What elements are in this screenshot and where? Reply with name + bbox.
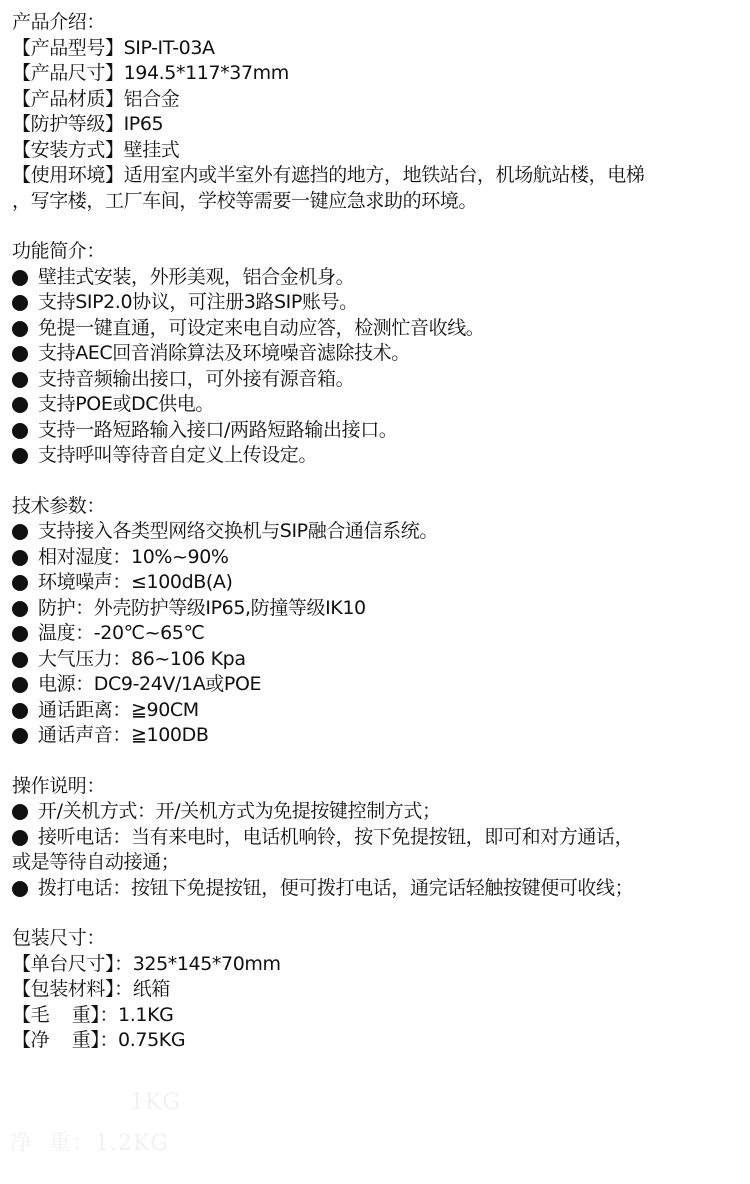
- packaging-line-unit-size: 【单台尺寸】：325*145*70mm: [12, 952, 281, 975]
- param-item: [12, 698, 738, 724]
- spec-line-material: 【产品材质】铝合金: [12, 87, 180, 110]
- features-section: [12, 239, 738, 469]
- bullet-dot-icon: [12, 804, 28, 820]
- feature-item: [12, 367, 738, 393]
- ghost-net-weight-text: 净 重：1.2KG: [10, 1131, 169, 1156]
- bullet-dot-icon: [12, 830, 28, 846]
- param-text: 环境噪声：≤100dB(A): [38, 571, 233, 593]
- operation-text: 接听电话：当有来电时，电话机响铃，按下免提按钮，即可和对方通话，: [38, 825, 634, 848]
- section-gap: [12, 214, 738, 239]
- param-text: 通话声音：≧100DB: [38, 724, 209, 746]
- param-text: 相对湿度：10%~90%: [38, 545, 229, 568]
- spec-line-size: 【产品尺寸】194.5*117*37mm: [12, 62, 289, 84]
- bullet-dot-icon: [12, 524, 28, 540]
- bullet-dot-icon: [12, 448, 28, 464]
- bullet-dot-icon: [12, 550, 28, 566]
- feature-item: [12, 316, 738, 342]
- param-text: 电源：DC9-24V/1A或POE: [38, 673, 262, 695]
- feature-text: 支持AEC回音消除算法及环境噪音滤除技术。: [38, 342, 410, 364]
- bullet-dot-icon: [12, 881, 28, 897]
- spec-line-protection: 【防护等级】IP65: [12, 113, 164, 135]
- param-item: [12, 621, 738, 647]
- bullet-dot-icon: [12, 295, 28, 311]
- tech-params-section: [12, 494, 738, 749]
- feature-item: [12, 392, 738, 418]
- feature-item: [12, 265, 738, 291]
- feature-text: 支持一路短路输入接口/两路短路输出接口。: [38, 418, 398, 441]
- spec-line-model: 【产品型号】SIP-IT-03A: [12, 36, 215, 59]
- feature-text: 免提一键直通，可设定来电自动应答，检测忙音收线。: [38, 316, 485, 339]
- operation-item: [12, 825, 738, 851]
- packaging-line-net-weight: 【净 重】：0.75KG: [12, 1029, 186, 1051]
- packaging-line-material: 【包装材料】：纸箱: [12, 978, 170, 1000]
- bullet-dot-icon: [12, 423, 28, 439]
- operation-item: [12, 799, 738, 825]
- feature-text: 支持呼叫等待音自定义上传设定。: [38, 444, 318, 466]
- param-text: 防护：外壳防护等级IP65,防撞等级IK10: [38, 596, 366, 619]
- param-text: 通话距离：≧90CM: [38, 698, 199, 721]
- feature-text: 壁挂式安装，外形美观，铝合金机身。: [38, 265, 355, 288]
- param-item: [12, 596, 738, 622]
- param-item: [12, 647, 738, 673]
- bullet-dot-icon: [12, 728, 28, 744]
- param-item: [12, 519, 738, 545]
- param-text: 支持接入各类型网络交换机与SIP融合通信系统。: [38, 520, 438, 542]
- bullet-dot-icon: [12, 626, 28, 642]
- packaging-section: [12, 926, 738, 1054]
- section-gap: [12, 469, 738, 494]
- features-heading: 功能简介：: [12, 240, 106, 262]
- operation-item: [12, 876, 738, 902]
- param-item: [12, 545, 738, 571]
- bullet-dot-icon: [12, 372, 28, 388]
- product-spec-document: [12, 10, 738, 1054]
- feature-text: 支持SIP2.0协议，可注册3路SIP账号。: [38, 291, 358, 313]
- operation-text: 拨打电话：按钮下免提按钮，便可拨打电话，通完话轻触按键便可收线；: [38, 876, 634, 899]
- feature-item: [12, 443, 738, 469]
- feature-item: [12, 290, 738, 316]
- packaging-line-gross-weight: 【毛 重】：1.1KG: [12, 1003, 174, 1026]
- operation-text-continuation: 或是等待自动接通；: [12, 851, 180, 873]
- feature-text: 支持音频输出接口，可外接有源音箱。: [38, 367, 355, 390]
- bullet-dot-icon: [12, 270, 28, 286]
- operation-text: 开/关机方式：开/关机方式为免提按键控制方式；: [38, 800, 441, 822]
- operation-section: [12, 774, 738, 902]
- param-text: 大气压力：86~106 Kpa: [38, 647, 246, 670]
- section-gap: [12, 901, 738, 926]
- bullet-dot-icon: [12, 346, 28, 362]
- feature-text: 支持POE或DC供电。: [38, 393, 214, 415]
- bullet-dot-icon: [12, 575, 28, 591]
- bullet-dot-icon: [12, 652, 28, 668]
- feature-item: [12, 418, 738, 444]
- spec-line-install: 【安装方式】壁挂式: [12, 138, 180, 161]
- param-item: [12, 570, 738, 596]
- product-intro-section: [12, 10, 738, 214]
- product-intro-heading: 产品介绍：: [12, 11, 106, 33]
- param-item: [12, 672, 738, 698]
- operation-heading: 操作说明：: [12, 774, 106, 797]
- section-gap: [12, 749, 738, 774]
- packaging-heading: 包装尺寸：: [12, 927, 106, 949]
- param-text: 温度：-20℃~65℃: [38, 622, 205, 644]
- bullet-dot-icon: [12, 677, 28, 693]
- tech-params-heading: 技术参数：: [12, 494, 106, 517]
- bullet-dot-icon: [12, 397, 28, 413]
- ghost-weight-text: 1KG: [130, 1090, 182, 1115]
- spec-line-environment: 【使用环境】适用室内或半室外有遮挡的地方，地铁站台，机场航站楼，电梯: [12, 164, 645, 186]
- param-item: [12, 723, 738, 749]
- bullet-dot-icon: [12, 703, 28, 719]
- spec-line-environment-cont: ，写字楼，工厂车间，学校等需要一键应急求助的环境。: [12, 189, 478, 212]
- bullet-dot-icon: [12, 321, 28, 337]
- bullet-dot-icon: [12, 601, 28, 617]
- feature-item: [12, 341, 738, 367]
